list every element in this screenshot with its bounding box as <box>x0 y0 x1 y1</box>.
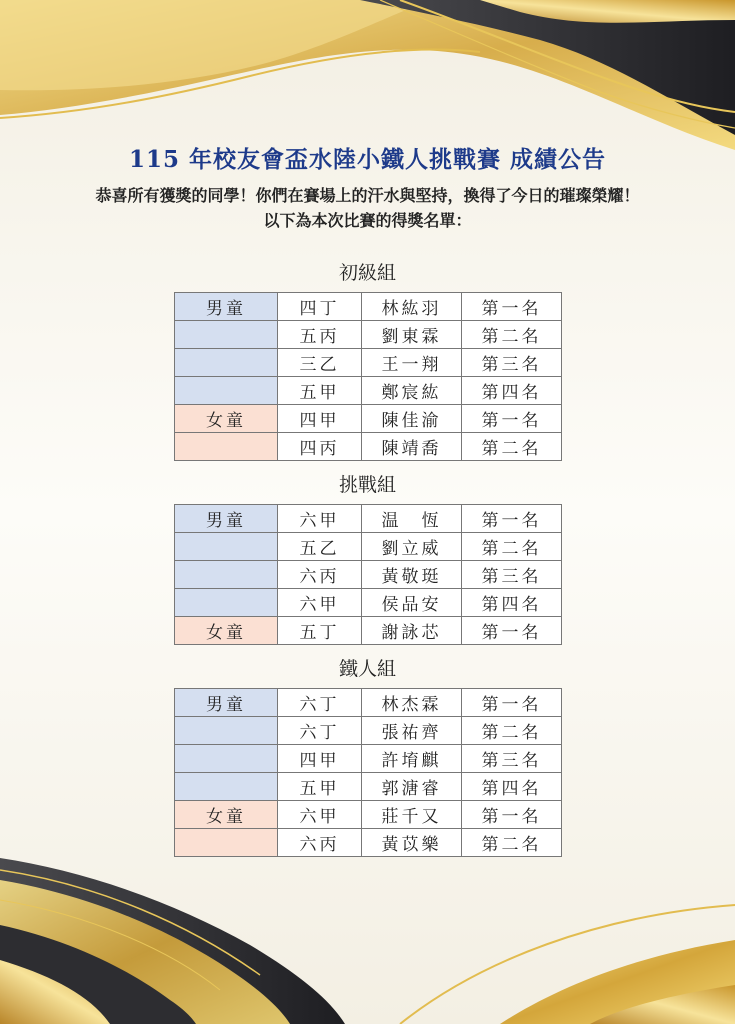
gender-cell <box>175 773 278 801</box>
name-cell: 劉立威 <box>362 533 462 561</box>
gender-cell <box>175 533 278 561</box>
group-title: 鐵人組 <box>338 658 396 680</box>
class-cell: 六甲 <box>278 589 362 617</box>
table-row <box>175 689 562 717</box>
name-cell: 莊千又 <box>362 801 462 829</box>
class-cell: 六丁 <box>278 717 362 745</box>
table-row <box>175 773 562 801</box>
rank-cell: 第一名 <box>462 801 562 829</box>
class-cell: 五丙 <box>278 321 362 349</box>
gender-cell <box>175 745 278 773</box>
gender-cell: 女童 <box>175 405 278 433</box>
rank-cell: 第一名 <box>462 405 562 433</box>
rank-cell: 第四名 <box>462 773 562 801</box>
name-cell: 許堉麒 <box>362 745 462 773</box>
table-row <box>175 349 562 377</box>
name-cell: 林紘羽 <box>362 293 462 321</box>
rank-cell: 第二名 <box>462 433 562 461</box>
name-cell: 鄭宸紘 <box>362 377 462 405</box>
table-row <box>175 321 562 349</box>
gender-cell <box>175 561 278 589</box>
name-cell: 黃敬珽 <box>362 561 462 589</box>
rank-cell: 第一名 <box>462 505 562 533</box>
rank-cell: 第一名 <box>462 689 562 717</box>
table-row <box>175 717 562 745</box>
class-cell: 六丁 <box>278 689 362 717</box>
gender-cell: 女童 <box>175 617 278 645</box>
class-cell: 五甲 <box>278 773 362 801</box>
group-title: 挑戰組 <box>338 474 396 496</box>
intro-line-2: 以下為本次比賽的得獎名單： <box>263 211 472 230</box>
name-cell: 黃苡樂 <box>362 829 462 857</box>
table-row <box>175 589 562 617</box>
table-row <box>175 405 562 433</box>
table-row <box>175 561 562 589</box>
gender-cell <box>175 829 278 857</box>
rank-cell: 第三名 <box>462 745 562 773</box>
name-cell: 侯品安 <box>362 589 462 617</box>
results-table <box>174 292 562 461</box>
name-cell: 陳佳渝 <box>362 405 462 433</box>
name-cell: 郭溏睿 <box>362 773 462 801</box>
rank-cell: 第一名 <box>462 617 562 645</box>
name-cell: 陳靖喬 <box>362 433 462 461</box>
gender-cell <box>175 349 278 377</box>
gender-cell: 男童 <box>175 505 278 533</box>
results-table <box>174 688 562 857</box>
gender-cell <box>175 589 278 617</box>
name-cell: 林杰霖 <box>362 689 462 717</box>
class-cell: 四甲 <box>278 405 362 433</box>
group-title: 初級組 <box>338 262 396 284</box>
rank-cell: 第三名 <box>462 349 562 377</box>
class-cell: 四丙 <box>278 433 362 461</box>
gender-cell <box>175 433 278 461</box>
table-row <box>175 829 562 857</box>
class-cell: 三乙 <box>278 349 362 377</box>
rank-cell: 第一名 <box>462 293 562 321</box>
class-cell: 六甲 <box>278 801 362 829</box>
rank-cell: 第二名 <box>462 829 562 857</box>
table-row <box>175 377 562 405</box>
table-row <box>175 505 562 533</box>
class-cell: 六丙 <box>278 829 362 857</box>
gender-cell: 男童 <box>175 293 278 321</box>
class-cell: 四甲 <box>278 745 362 773</box>
rank-cell: 第二名 <box>462 321 562 349</box>
gender-cell <box>175 717 278 745</box>
table-row <box>175 533 562 561</box>
name-cell: 劉東霖 <box>362 321 462 349</box>
gender-cell: 女童 <box>175 801 278 829</box>
table-row <box>175 433 562 461</box>
intro-line-1: 恭喜所有獲獎的同學！你們在賽場上的汗水與堅持，換得了今日的璀璨榮耀！ <box>95 186 640 205</box>
rank-cell: 第四名 <box>462 377 562 405</box>
table-row <box>175 745 562 773</box>
page-title: 115 年校友會盃水陸小鐵人挑戰賽 成績公告 <box>128 146 607 173</box>
class-cell: 四丁 <box>278 293 362 321</box>
rank-cell: 第二名 <box>462 717 562 745</box>
table-row <box>175 293 562 321</box>
gender-cell <box>175 321 278 349</box>
rank-cell: 第二名 <box>462 533 562 561</box>
table-row <box>175 801 562 829</box>
class-cell: 六甲 <box>278 505 362 533</box>
table-row <box>175 617 562 645</box>
class-cell: 六丙 <box>278 561 362 589</box>
name-cell: 王一翔 <box>362 349 462 377</box>
rank-cell: 第四名 <box>462 589 562 617</box>
rank-cell: 第三名 <box>462 561 562 589</box>
name-cell: 温 恆 <box>362 505 462 533</box>
class-cell: 五甲 <box>278 377 362 405</box>
gender-cell: 男童 <box>175 689 278 717</box>
results-table <box>174 504 562 645</box>
name-cell: 謝詠芯 <box>362 617 462 645</box>
class-cell: 五乙 <box>278 533 362 561</box>
class-cell: 五丁 <box>278 617 362 645</box>
name-cell: 張祐齊 <box>362 717 462 745</box>
gender-cell <box>175 377 278 405</box>
